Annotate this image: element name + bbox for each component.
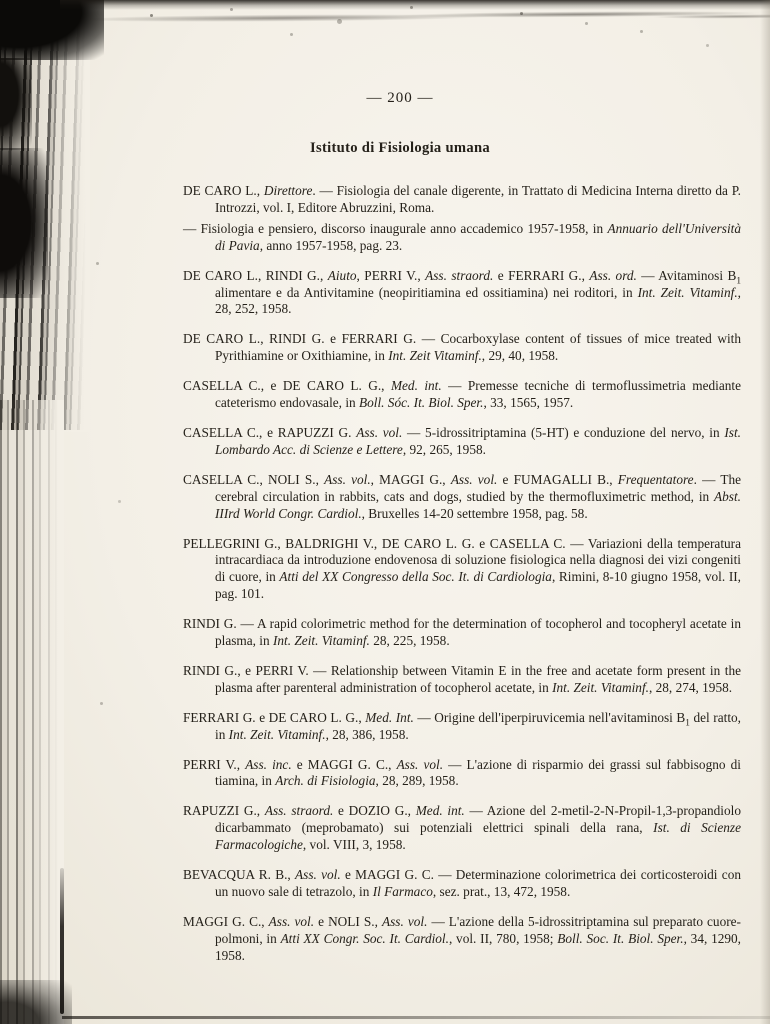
entry-text-segment: 28, 225, 1958. <box>369 633 450 649</box>
scan-artifact-top-edge <box>60 0 770 10</box>
entry-italic-segment: Annuario dell'Università di Pavia <box>215 220 741 253</box>
entry-text-segment: — Azione del 2-metil-2-N-Propil-1,3-propandiolo dicarbammato (meprobamato) sui potenziali elettrici spinali della rana, <box>215 803 741 836</box>
entry-text-segment: FERRARI G. e DE CARO L. G., <box>183 709 366 725</box>
entry-text-segment: , vol. II, 780, 1958; <box>448 930 558 946</box>
entry-text-segment: , MAGGI G., <box>370 471 451 487</box>
entry-text-segment: , PERRI V., <box>356 267 426 283</box>
entry-italic-segment: Ass. straord. <box>425 267 494 283</box>
entry-text-segment: — L'azione di risparmio dei grassi sul fabbisogno di tiamina, in <box>215 756 741 789</box>
scan-speckles <box>0 0 3 3</box>
entry-text-segment: , vol. VIII, 3, 1958. <box>302 837 406 853</box>
entry-text-segment: , 29, 40, 1958. <box>481 348 559 364</box>
page-content <box>183 90 741 978</box>
entry-italic-segment: Med. Int. <box>365 709 414 725</box>
bibliography-entry <box>183 663 741 697</box>
entry-text-segment: , sez. prat., 13, 472, 1958. <box>432 884 571 899</box>
bibliography-entry <box>183 472 741 523</box>
ink-blot-top-left <box>0 0 104 60</box>
entry-italic-segment: Ass. vol. <box>268 913 315 929</box>
entry-text-segment: . — Fisiologia del canale digerente, in Trattato di Medicina Interna diretto da P. Introzzi, vol. I, Editore Abruzzini, Roma. <box>215 183 741 215</box>
scan-artifact-bottom-edge <box>62 1016 770 1019</box>
section-heading: Istituto di Fisiologia umana <box>310 140 490 156</box>
bibliography-entry <box>183 757 741 791</box>
bibliography-entry <box>183 378 741 412</box>
entry-italic-segment: Int. Zeit Vitaminf. <box>388 348 482 364</box>
entry-subscript: 1 <box>685 718 690 729</box>
entry-text-segment: e FERRARI G., <box>493 267 590 283</box>
entry-italic-segment: Abst. IIIrd World Congr. Cardiol. <box>215 488 741 521</box>
entry-text-segment: , 28, 386, 1958. <box>325 726 409 742</box>
scan-artifact-left-binding-lower-fade <box>18 400 64 1024</box>
entry-text-segment: BEVACQUA R. B., <box>183 867 296 883</box>
entry-italic-segment: Int. Zeit. Vitaminf. <box>552 679 649 695</box>
entry-italic-segment: Ass. vol. <box>396 756 444 772</box>
entry-text-segment: PELLEGRINI G., BALDRIGHI V., DE CARO L. G. e CASELLA C. — Variazioni della temperatura intracardiaca da introduzione endovenosa di soluzione fisiologica nella diagnosi dei vizi congeniti di cuore, in <box>183 535 741 585</box>
entry-italic-segment: Ass. inc. <box>245 756 292 772</box>
entry-italic-segment: Med. int. <box>415 803 465 819</box>
entry-italic-segment: Int. Zeit. Vitaminf. <box>637 284 738 300</box>
bibliography-list <box>183 183 741 965</box>
entry-text-segment: — Origine dell'iperpiruvicemia nell'avitaminosi B <box>413 709 686 725</box>
entry-text-segment: , 34, 1290, 1958. <box>215 930 742 963</box>
bibliography-entry <box>183 867 741 901</box>
entry-text-segment: , Rimini, 8-10 giugno 1958, vol. II, pag. 101. <box>215 569 742 602</box>
entry-text-segment: CASELLA C., e RAPUZZI G. <box>183 424 357 440</box>
entry-text-segment: — Premesse tecniche di termoflussimetria mediante cateterismo endovasale, in <box>215 378 742 411</box>
entry-italic-segment: Direttore <box>263 183 313 198</box>
entry-italic-segment: Ass. vol. <box>324 471 371 487</box>
entry-text-segment: . — The cerebral circulation in rabbits, cats and dogs, studied by the thermofluximetric method, in <box>215 471 741 504</box>
entry-text-segment: , 28, 289, 1958. <box>375 773 459 789</box>
bibliography-entry <box>183 914 741 965</box>
entry-text-segment: RINDI G. — A rapid colorimetric method for the determination of tocopherol and tocopheryl acetate in plasma, in <box>183 616 741 649</box>
entry-italic-segment: Ass. vol. <box>295 867 341 883</box>
entry-italic-segment: Ass. ord. <box>589 267 637 283</box>
entry-italic-segment: Arch. di Fisiologia <box>275 773 376 789</box>
ink-blot-left-middle <box>0 148 48 298</box>
bibliography-entry <box>183 803 741 854</box>
entry-italic-segment: Ist. di Scienze Farmacologiche <box>215 820 741 853</box>
bibliography-entry <box>183 183 741 217</box>
bibliography-entry <box>183 221 741 255</box>
entry-text-segment: e FUMAGALLI B., <box>497 471 618 487</box>
bibliography-entry <box>183 331 741 365</box>
entry-italic-segment: Boll. Soc. It. Biol. Sper. <box>557 930 684 946</box>
entry-text-segment: , Bruxelles 14-20 settembre 1958, pag. 58. <box>361 505 588 521</box>
scan-artifact-left-bottom-line <box>60 868 64 1014</box>
entry-italic-segment: Ass. vol. <box>356 424 403 440</box>
entry-italic-segment: Aiuto <box>327 267 357 283</box>
entry-text-segment: PERRI V., <box>183 756 246 772</box>
entry-text-segment: e NOLI S., <box>314 913 382 929</box>
entry-text-segment: e MAGGI G. C., <box>291 756 397 772</box>
entry-italic-segment: Il Farmaco <box>372 884 433 899</box>
entry-text-segment: , anno 1957-1958, pag. 23. <box>259 237 403 253</box>
entry-italic-segment: Atti XX Congr. Soc. It. Cardiol. <box>280 930 449 946</box>
entry-text-segment: , 28, 252, 1958. <box>215 284 741 317</box>
entry-text-segment: DE CARO L., RINDI G., <box>183 267 328 283</box>
entry-italic-segment: Int. Zeit. Vitaminf. <box>228 726 326 742</box>
entry-text-segment: — Fisiologia e pensiero, discorso inaugurale anno accademico 1957-1958, in <box>183 220 608 236</box>
bibliography-entry <box>183 536 741 604</box>
bibliography-entry <box>183 616 741 650</box>
entry-italic-segment: Ass. vol. <box>381 913 428 929</box>
entry-italic-segment: Ist. Lombardo Acc. di Scienze e Lettere <box>215 424 741 457</box>
entry-text-segment: , 33, 1565, 1957. <box>483 395 574 411</box>
scan-artifact-left-binding <box>0 0 88 430</box>
entry-text-segment: del ratto, in <box>215 709 741 742</box>
bibliography-entry <box>183 425 741 459</box>
entry-text-segment: DE CARO L., <box>183 183 264 198</box>
entry-italic-segment: Int. Zeit. Vitaminf. <box>272 633 370 649</box>
page-number: — 200 — <box>366 90 434 106</box>
bibliography-entry <box>183 268 741 319</box>
entry-text-segment: , 28, 274, 1958. <box>648 679 733 695</box>
entry-italic-segment: Med. int. <box>390 378 442 394</box>
entry-text-segment: RAPUZZI G., <box>183 803 265 819</box>
entry-italic-segment: Atti del XX Congresso della Soc. It. di Cardiologia <box>279 569 552 585</box>
entry-text-segment: CASELLA C., NOLI S., <box>183 471 325 487</box>
entry-text-segment: alimentare e da Antivitamine (neopiritiamina ed ossitiamina) nei roditori, in <box>215 284 638 300</box>
entry-text-segment: , 92, 265, 1958. <box>402 441 486 457</box>
entry-text-segment: — 5-idrossitriptamina (5-HT) e conduzione del nervo, in <box>402 424 725 440</box>
entry-text-segment: e DOZIO G., <box>333 803 416 819</box>
ink-blot-bottom-left <box>0 980 72 1024</box>
scan-artifact-top-streak <box>90 7 770 28</box>
entry-italic-segment: Boll. Sóc. It. Biol. Sper. <box>359 395 484 411</box>
entry-text-segment: MAGGI G. C., <box>183 913 269 929</box>
scan-artifact-right-edge <box>760 0 770 1024</box>
entry-text-segment: DE CARO L., RINDI G. e FERRARI G. — Cocarboxylase content of tissues of mice treated with Pyrithiamine or Oxithiamine, in <box>183 331 741 364</box>
entry-italic-segment: Ass. vol. <box>450 471 498 487</box>
entry-text-segment: CASELLA C., e DE CARO L. G., <box>183 378 391 394</box>
entry-text-segment: — Avitaminosi B <box>636 267 737 283</box>
entry-text-segment: — L'azione della 5-idrossitriptamina sul preparato cuore-polmoni, in <box>215 913 741 946</box>
ink-blot-left-upper <box>0 58 32 150</box>
scan-artifact-left-binding-lower <box>0 400 62 1024</box>
entry-italic-segment: Ass. straord. <box>264 803 334 819</box>
entry-text-segment: RINDI G., e PERRI V. — Relationship between Vitamin E in the free and acetate form present in the plasma after parenteral administration of tocopherol acetate, in <box>183 662 741 695</box>
entry-subscript: 1 <box>736 276 741 287</box>
entry-italic-segment: Frequentatore <box>617 471 694 487</box>
scan-artifact-left-binding-fade <box>34 0 90 432</box>
bibliography-entry <box>183 710 741 744</box>
entry-text-segment: e MAGGI G. C. — Determinazione colorimetrica dei corticosteroidi con un nuovo sale di tetrazolo, in <box>215 867 741 899</box>
